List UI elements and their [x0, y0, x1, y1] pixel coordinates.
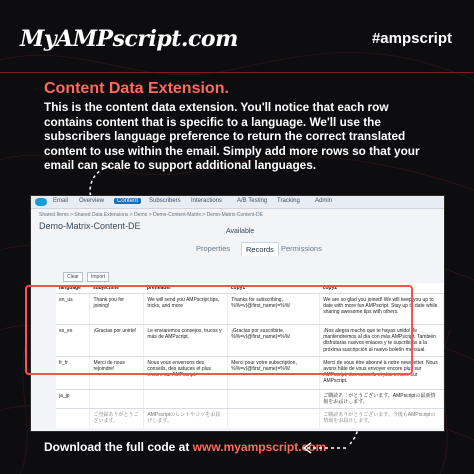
table-cell[interactable]: Merci de vous être abonné à notre newsletter. Nous avons hâte de vous envoyer encore plus sur AMPscript, des conseils et plus encore sur AMPscript. [320, 356, 444, 389]
section-title: Content Data Extension. [44, 80, 229, 97]
column-header[interactable]: copy2 [320, 283, 444, 294]
table-cell[interactable]: ja_jp [56, 389, 90, 408]
table-cell[interactable]: Nous vous enverrons des conseils, des astuces et plus encore sur AMPscript. [144, 356, 228, 389]
nav-subscribers[interactable]: Subscribers [149, 198, 181, 204]
clear-button[interactable]: Clear [63, 272, 83, 282]
data-extension-title: Demo-Matrix-Content-DE [39, 221, 141, 231]
nav-overview[interactable]: Overview [79, 198, 105, 204]
table-cell[interactable] [90, 389, 144, 408]
table-cell[interactable]: es_es [56, 325, 90, 357]
table-cell[interactable]: Thank you for joining! [90, 294, 144, 325]
tab-properties[interactable]: Properties [196, 244, 231, 253]
table-cell[interactable]: Thanks for subscribing, %%=v(@first_name)=%%! [228, 294, 320, 325]
table-cell[interactable]: Merci de nous rejoindre! [90, 356, 144, 389]
header-bar [0, 0, 474, 70]
nav-email[interactable]: Email [53, 198, 69, 204]
import-button[interactable]: Import [87, 272, 109, 282]
nav-tracking[interactable]: Tracking [277, 198, 300, 204]
table-cell[interactable]: fr_fr [56, 356, 90, 389]
table-cell[interactable]: ご購読ありがとうございます。今後もAMPscriptの情報をお届けします。 [320, 409, 444, 428]
status-available: Available [226, 228, 255, 235]
nav-ab-testing[interactable]: A/B Testing [237, 198, 268, 204]
table-cell[interactable]: ご購読ありがとうございます。AMPscriptの最新情報をお届けします。 [320, 389, 444, 408]
nav-content[interactable]: Content [114, 198, 141, 204]
top-navigation [31, 196, 444, 209]
table-cell[interactable]: ¡Gracias por suscribirte, %%=v(@first_name)=%%! [228, 325, 320, 357]
hashtag-label: #ampscript [371, 30, 452, 47]
table-row[interactable] [56, 389, 444, 408]
column-header[interactable]: preheader [144, 283, 228, 294]
table-cell[interactable]: ¡Nos alegra mucho que te hayas unido! Te mantendremos al día con más AMPscript. También disfrutarás nuevos enlaces y te suscribirás a la próxima suscripción al nuevo boletín mensual. [320, 325, 444, 357]
table-cell[interactable] [228, 409, 320, 428]
table-cell[interactable]: ご登録ありがとうございます。 [90, 409, 144, 428]
tab-permissions[interactable]: Permissions [281, 244, 322, 253]
table-cell[interactable] [56, 409, 90, 428]
dashed-arrow-left-icon [300, 440, 348, 456]
table-cell[interactable]: Le enviaremos consejos, trucos y más de AMPscript. [144, 325, 228, 357]
table-row[interactable] [56, 409, 444, 428]
table-cell[interactable]: en_us [56, 294, 90, 325]
table-cell[interactable] [144, 389, 228, 408]
salesforce-cloud-icon [35, 198, 47, 206]
table-cell[interactable]: We are so glad you joined! We will keep you up to date with more fun AMPscript. Stay up to date while sharing awesome tips with others. [320, 294, 444, 325]
table-cell[interactable] [228, 389, 320, 408]
highlight-frame [25, 285, 413, 375]
section-body: This is the content data extension. You'll notice that each row contains content that is specific to a language. We'll use the subscribers language preference to return the correct translated content to use within the email. Simply add more rows so that your email can scale to support additional languages. [44, 100, 420, 173]
nav-interactions[interactable]: Interactions [191, 198, 223, 204]
column-header[interactable]: subjectline [90, 283, 144, 294]
footer-lead: Download the full code at [44, 440, 193, 454]
table-cell[interactable]: Merci pour votre subscription, %%=v(@first_name)=%%! [228, 356, 320, 389]
brand-logo[interactable]: MyAMPscript.com [20, 26, 238, 52]
column-header[interactable]: copy1 [228, 283, 320, 294]
table-cell[interactable]: We will send you AMPscript tips, tricks, and more [144, 294, 228, 325]
nav-admin[interactable]: Admin [315, 198, 333, 204]
header-divider [0, 72, 474, 73]
footer-cta [44, 440, 326, 454]
column-header[interactable]: language [56, 283, 90, 294]
footer-link[interactable]: www.myampscript.com [192, 440, 327, 454]
breadcrumb[interactable]: Shared Items > Shared Data Extensions > Demo > Demo-Content-Matrix > Demo-Matrix-Content-DE [39, 212, 263, 218]
tab-records[interactable]: Records [241, 242, 279, 256]
table-cell[interactable]: ¡Gracias por unirte! [90, 325, 144, 357]
table-cell[interactable]: AMPscriptのヒントやコツをお届けします。 [144, 409, 228, 428]
